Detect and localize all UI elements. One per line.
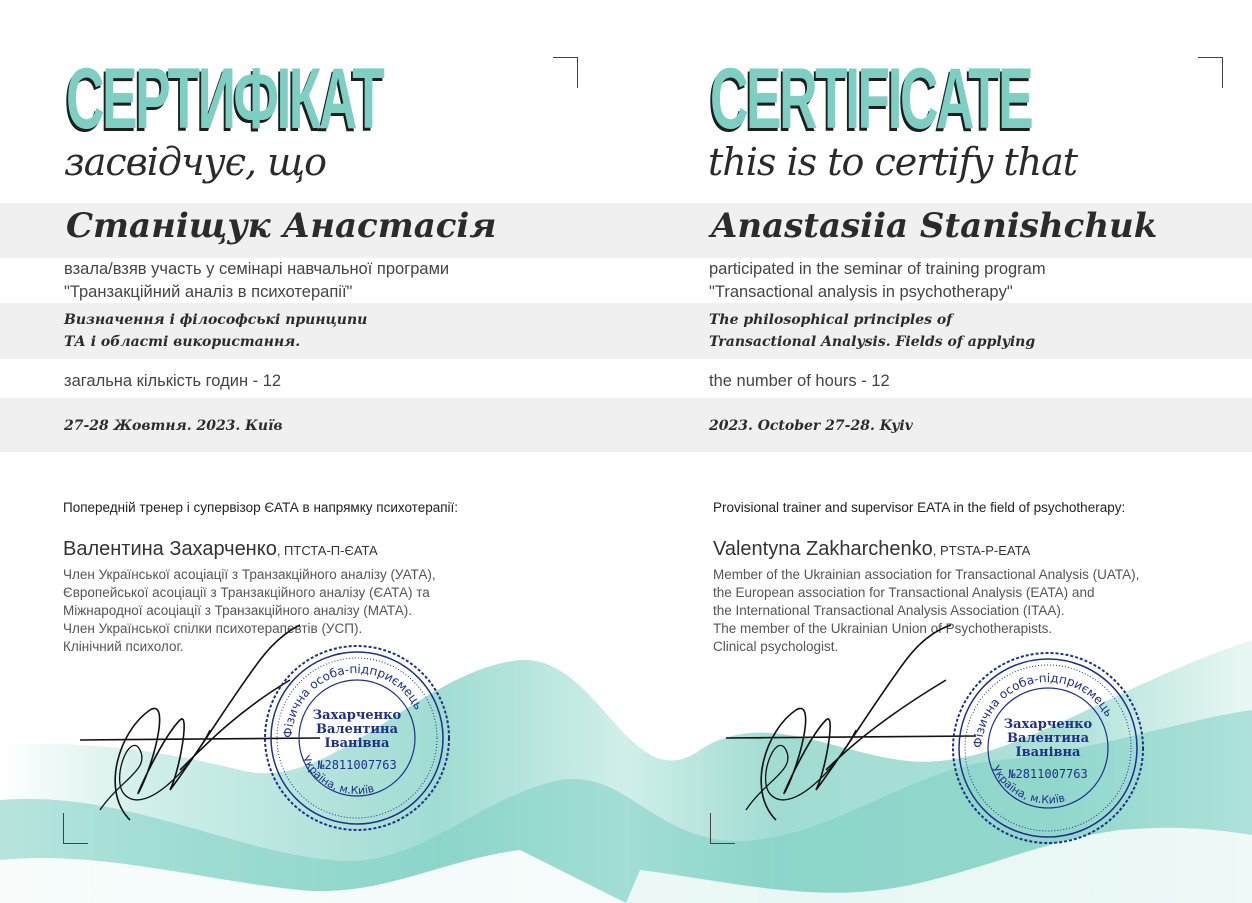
topic-line-2: ТА і області використання. <box>64 334 301 350</box>
trainer-credential: , ПТСТА-П-ЄАТА <box>276 543 378 558</box>
certificate-title: СЕРТИФІКАТ <box>66 51 383 147</box>
trainer-name: Valentyna Zakharchenko <box>713 538 933 560</box>
certificate-title: CERTIFICATE <box>710 51 1032 147</box>
stamp-line-3: Іванівна <box>1015 745 1081 760</box>
seal-stamp <box>262 643 452 833</box>
participation-line-2: "Транзакційний аналіз в психотерапії" <box>64 283 353 301</box>
participation-line-1: взала/взяв участь у семінарі навчальної програми <box>64 260 450 278</box>
trainer-heading: Попередній тренер і супервізор ЄАТА в напрямку психотерапії: <box>63 500 459 515</box>
stamp-line-3: Іванівна <box>324 736 390 751</box>
certificate-subtitle: this is to certify that <box>708 140 1078 184</box>
stamp-line-1: Захарченко <box>312 708 402 723</box>
certificate-subtitle: засвідчує, що <box>64 140 327 184</box>
stamp-bottom-text: Україна, м.Київ <box>989 763 1067 807</box>
topic-line-1: Визначення і філософські принципи <box>64 312 368 328</box>
date-text: 2023. October 27-28. Kyiv <box>709 418 913 434</box>
trainer-name-line <box>713 538 1030 561</box>
stamp-number: №2811007763 <box>317 758 397 772</box>
trainer-name-line <box>63 538 378 561</box>
membership-line: Член Української асоціації з Транзакційного аналізу (УАТА), <box>63 567 436 582</box>
seal-stamp <box>950 650 1146 846</box>
membership-line: Член Української спілки психотерапевтів (УСП). <box>63 621 363 636</box>
corner-mark <box>553 57 578 88</box>
hours-text: the number of hours - 12 <box>709 372 890 390</box>
participation-line-1: participated in the seminar of training program <box>709 260 1046 278</box>
trainer-name: Валентина Захарченко <box>63 538 277 560</box>
membership-line: the International Transactional Analysis Association (ITAA). <box>713 603 1065 618</box>
certificate-english <box>626 0 1252 903</box>
hours-text: загальна кількість годин - 12 <box>64 372 282 390</box>
date-text: 27-28 Жовтня. 2023. Київ <box>64 418 283 434</box>
membership-line: Міжнародної асоціації з Транзакційного аналізу (МАТА). <box>63 603 412 618</box>
recipient-name: Anastasiia Stanishchuk <box>711 206 1158 246</box>
stamp-line-2: Валентина <box>316 722 398 737</box>
stamp-line-2: Валентина <box>1007 731 1089 746</box>
membership-line: Клінічний психолог. <box>63 639 184 654</box>
topic-line-1: The philosophical principles of <box>709 312 953 328</box>
membership-line: Member of the Ukrainian association for Transactional Analysis (UATA), <box>713 567 1140 582</box>
stamp-ring-text: Фізична особа-підприємець <box>970 670 1117 749</box>
membership-line: the European association for Transactional Analysis (EATA) and <box>713 585 1095 600</box>
stamp-ring-text: Фізична особа-підприємець <box>280 661 426 739</box>
trainer-heading: Provisional trainer and supervisor EATA in the field of psychotherapy: <box>713 500 1126 515</box>
trainer-credential: , PTSTA-P-EATA <box>932 543 1031 558</box>
stamp-number: №2811007763 <box>1008 767 1088 781</box>
participation-line-2: "Transactional analysis in psychotherapy" <box>709 283 1013 301</box>
membership-line: Європейської асоціації з Транзакційного аналізу (ЄАТА) та <box>63 585 430 600</box>
signature <box>706 620 976 840</box>
stamp-line-1: Захарченко <box>1003 717 1093 732</box>
corner-mark <box>1198 57 1223 88</box>
topic-line-2: Transactional Analysis. Fields of applying <box>709 334 1036 350</box>
membership-line: The member of the Ukrainian Union of Psychotherapists. <box>713 621 1053 636</box>
membership-line: Clinical psychologist. <box>713 639 839 654</box>
recipient-name: Станіщук Анастасія <box>66 206 497 246</box>
stamp-bottom-text: Україна, м.Київ <box>299 753 376 798</box>
